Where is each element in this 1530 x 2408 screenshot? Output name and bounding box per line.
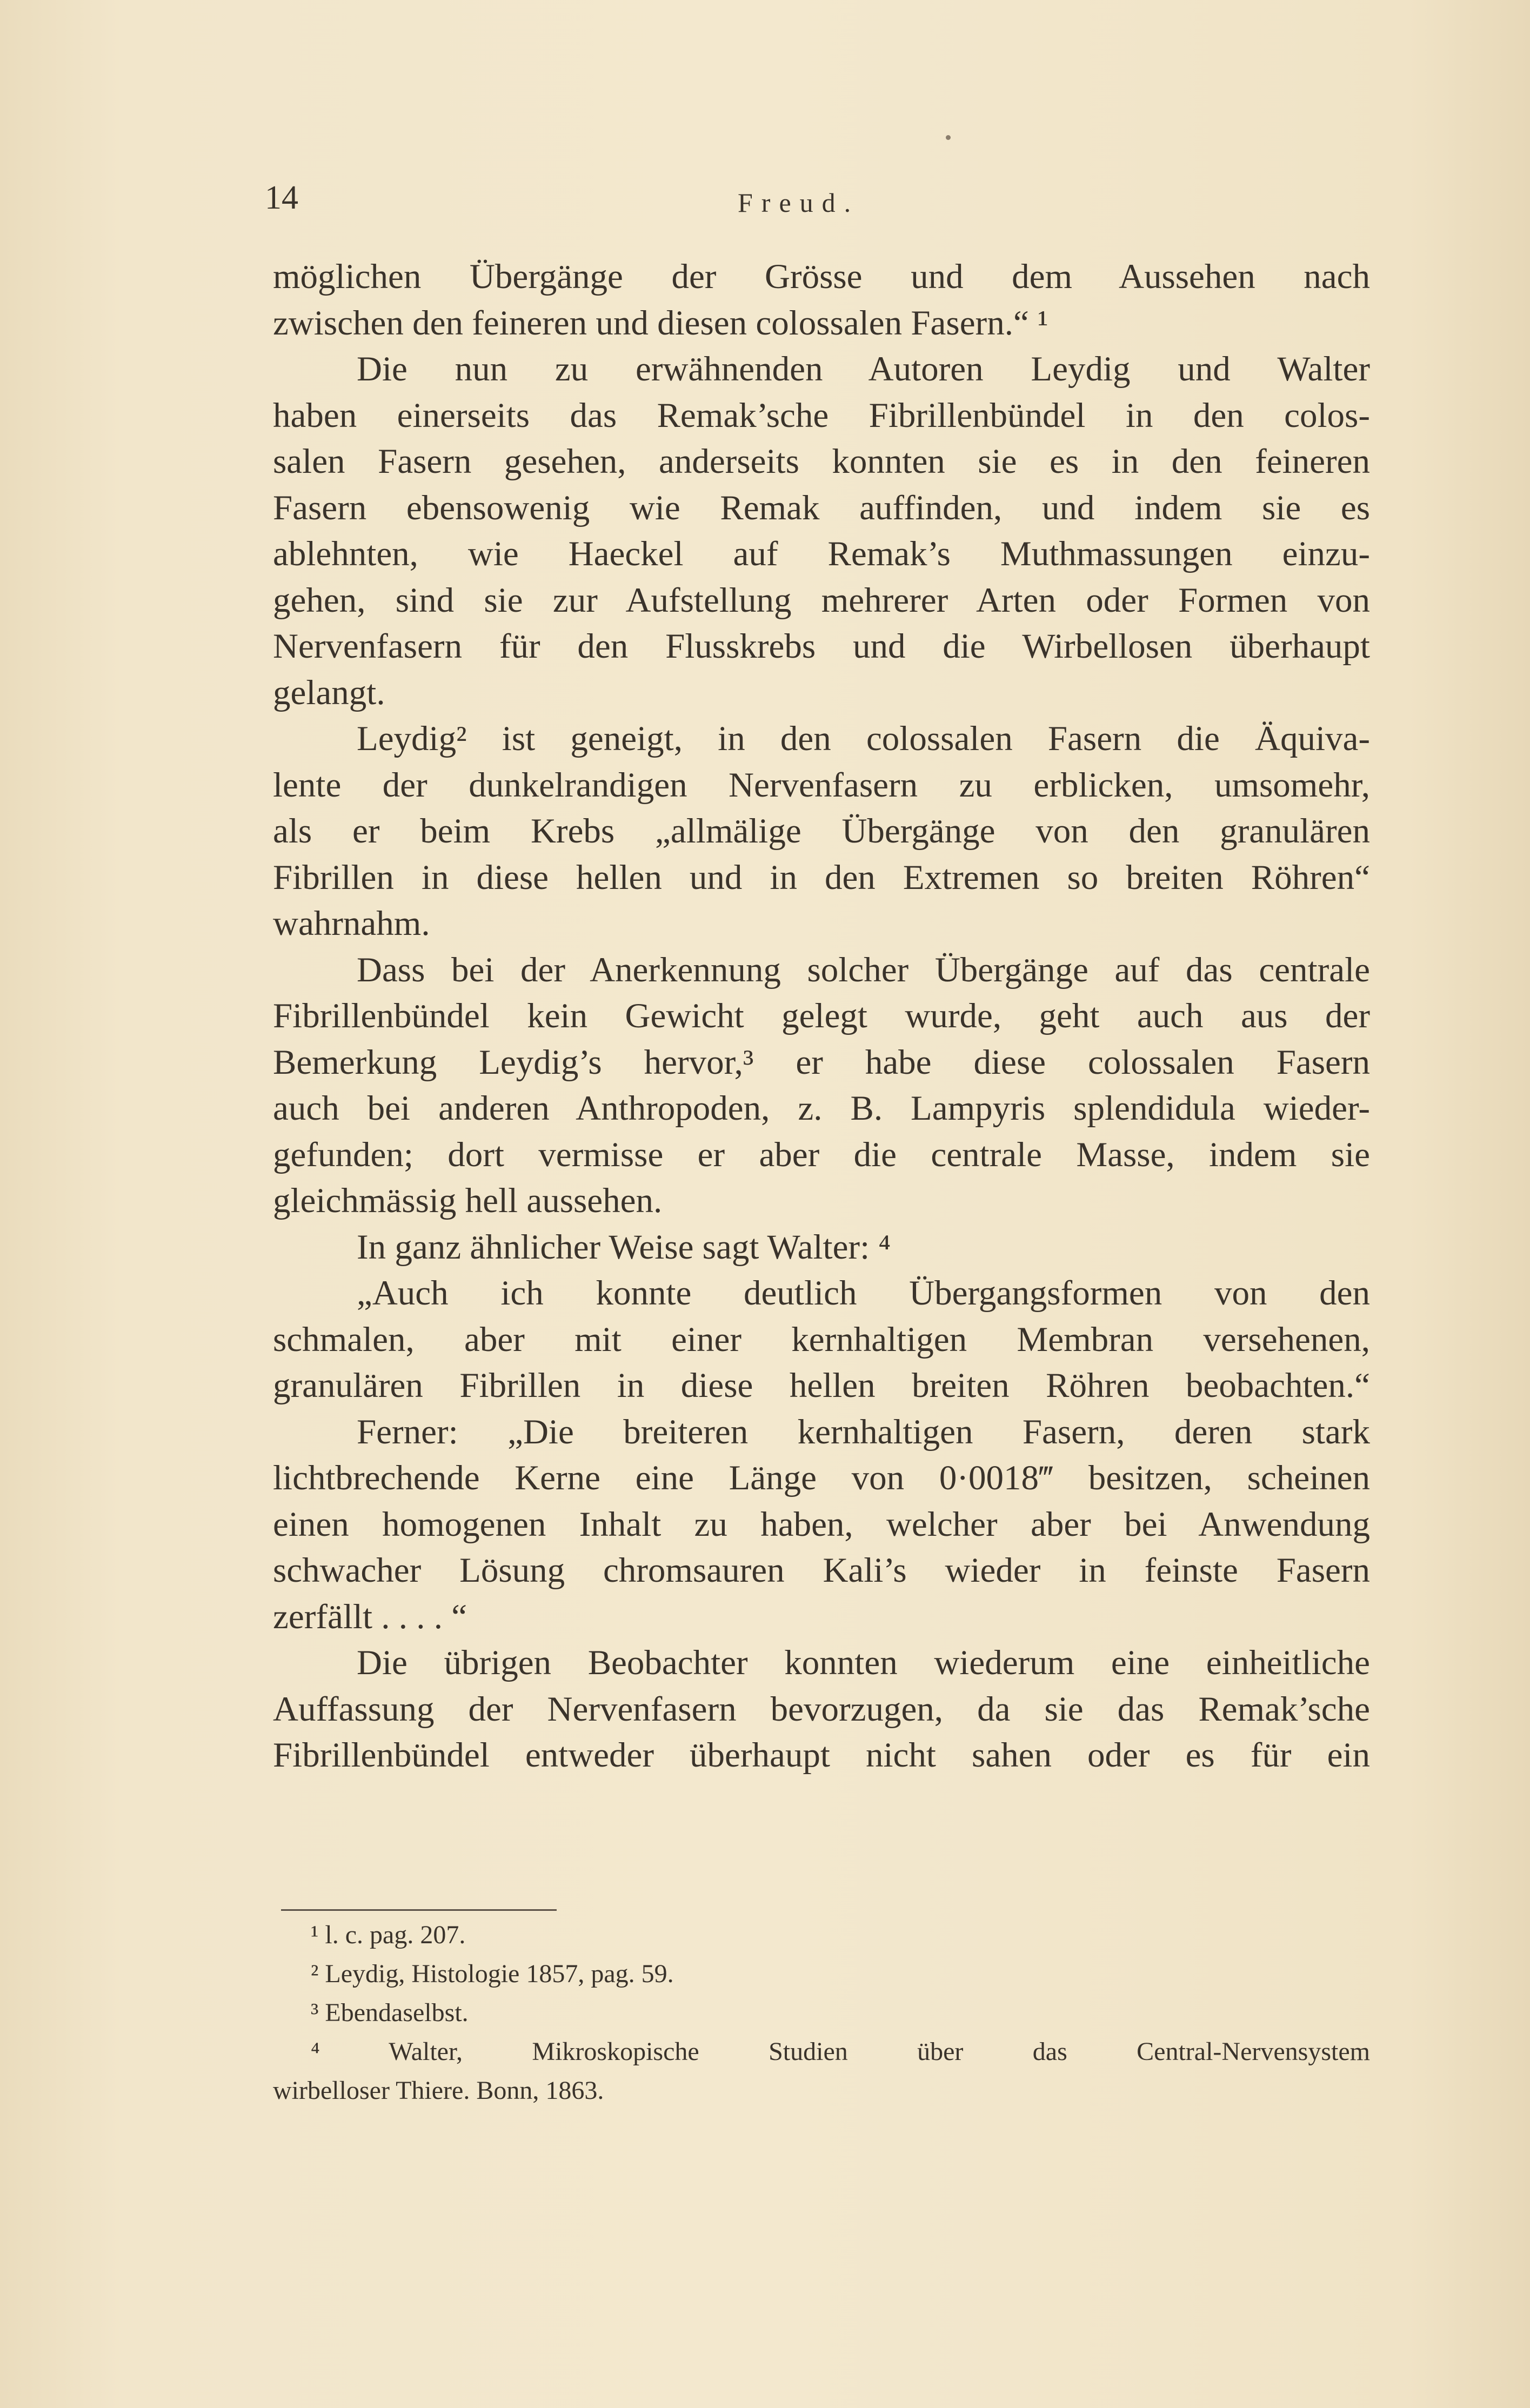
text-line: schmalen, aber mit einer kernhaltigen Membran versehenen,	[273, 1320, 1370, 1359]
text-line: ablehnten, wie Haeckel auf Remak’s Muthmassungen einzu-	[273, 534, 1370, 573]
text-line: In ganz ähnlicher Weise sagt Walter: ⁴	[357, 1227, 891, 1267]
footnote: ⁴ Walter, Mikroskopische Studien über das Central-Nervensystem	[311, 2037, 1370, 2066]
text-line: gehen, sind sie zur Aufstellung mehrerer Arten oder Formen von	[273, 580, 1370, 620]
text-line: Nervenfasern für den Flusskrebs und die Wirbellosen überhaupt	[273, 627, 1370, 666]
text-line: zwischen den feineren und diesen colossalen Fasern.“ ¹	[273, 303, 1048, 343]
running-head: Freud.	[738, 188, 860, 218]
text-line: als er beim Krebs „allmälige Übergänge von den granulären	[273, 812, 1370, 851]
text-line: schwacher Lösung chromsauren Kali’s wieder in feinste Fasern	[273, 1551, 1370, 1590]
text-line: Die übrigen Beobachter konnten wiederum eine einheitliche	[357, 1643, 1370, 1682]
text-line: „Auch ich konnte deutlich Übergangsformen von den	[357, 1274, 1370, 1313]
text-line: Bemerkung Leydig’s hervor,³ er habe diese colossalen Fasern	[273, 1042, 1370, 1082]
footnote: ³ Ebendaselbst.	[311, 1998, 469, 2027]
text-line: einen homogenen Inhalt zu haben, welcher aber bei Anwendung	[273, 1504, 1370, 1544]
footnote-continuation: wirbelloser Thiere. Bonn, 1863.	[273, 2076, 604, 2105]
text-line: möglichen Übergänge der Grösse und dem Aussehen nach	[273, 257, 1370, 296]
text-line: lente der dunkelrandigen Nervenfasern zu erblicken, umsomehr,	[273, 765, 1370, 805]
text-line: gleichmässig hell aussehen.	[273, 1181, 663, 1220]
text-line: Fibrillenbündel entweder überhaupt nicht sahen oder es für ein	[273, 1736, 1370, 1775]
text-line: Auffassung der Nervenfasern bevorzugen, da sie das Remak’sche	[273, 1689, 1370, 1729]
text-line: gefunden; dort vermisse er aber die centrale Masse, indem sie	[273, 1135, 1370, 1174]
text-line: Die nun zu erwähnenden Autoren Leydig und Walter	[357, 350, 1370, 389]
footnote-divider	[281, 1909, 557, 1911]
text-line: zerfällt . . . . “	[273, 1597, 467, 1636]
footnote: ¹ l. c. pag. 207.	[311, 1921, 466, 1949]
text-line: wahrnahm.	[273, 904, 430, 943]
body-text	[273, 254, 1370, 1779]
text-line: Fasern ebensowenig wie Remak auffinden, und indem sie es	[273, 488, 1370, 527]
text-line: Fibrillenbündel kein Gewicht gelegt wurde, geht auch aus der	[273, 996, 1370, 1035]
page-number: 14	[265, 179, 298, 216]
text-line: Dass bei der Anerkennung solcher Übergänge auf das centrale	[357, 950, 1370, 989]
text-line: Leydig² ist geneigt, in den colossalen Fasern die Äquiva-	[357, 719, 1370, 758]
text-line: auch bei anderen Anthropoden, z. B. Lampyris splendidula wieder-	[273, 1089, 1370, 1128]
text-line: Ferner: „Die breiteren kernhaltigen Fasern, deren stark	[357, 1412, 1370, 1452]
text-line: gelangt.	[273, 673, 385, 712]
text-line: haben einerseits das Remak’sche Fibrillenbündel in den colos-	[273, 396, 1370, 435]
footnotes	[273, 1916, 1370, 2110]
text-line: salen Fasern gesehen, anderseits konnten sie es in den feineren	[273, 442, 1370, 481]
text-line: lichtbrechende Kerne eine Länge von 0·0018‴ besitzen, scheinen	[273, 1459, 1370, 1497]
text-line: Fibrillen in diese hellen und in den Extremen so breiten Röhren“	[273, 858, 1370, 897]
text-line: granulären Fibrillen in diese hellen breiten Röhren beobachten.“	[273, 1366, 1370, 1405]
footnote: ² Leydig, Histologie 1857, pag. 59.	[311, 1959, 674, 1988]
paper-speck	[946, 135, 951, 140]
